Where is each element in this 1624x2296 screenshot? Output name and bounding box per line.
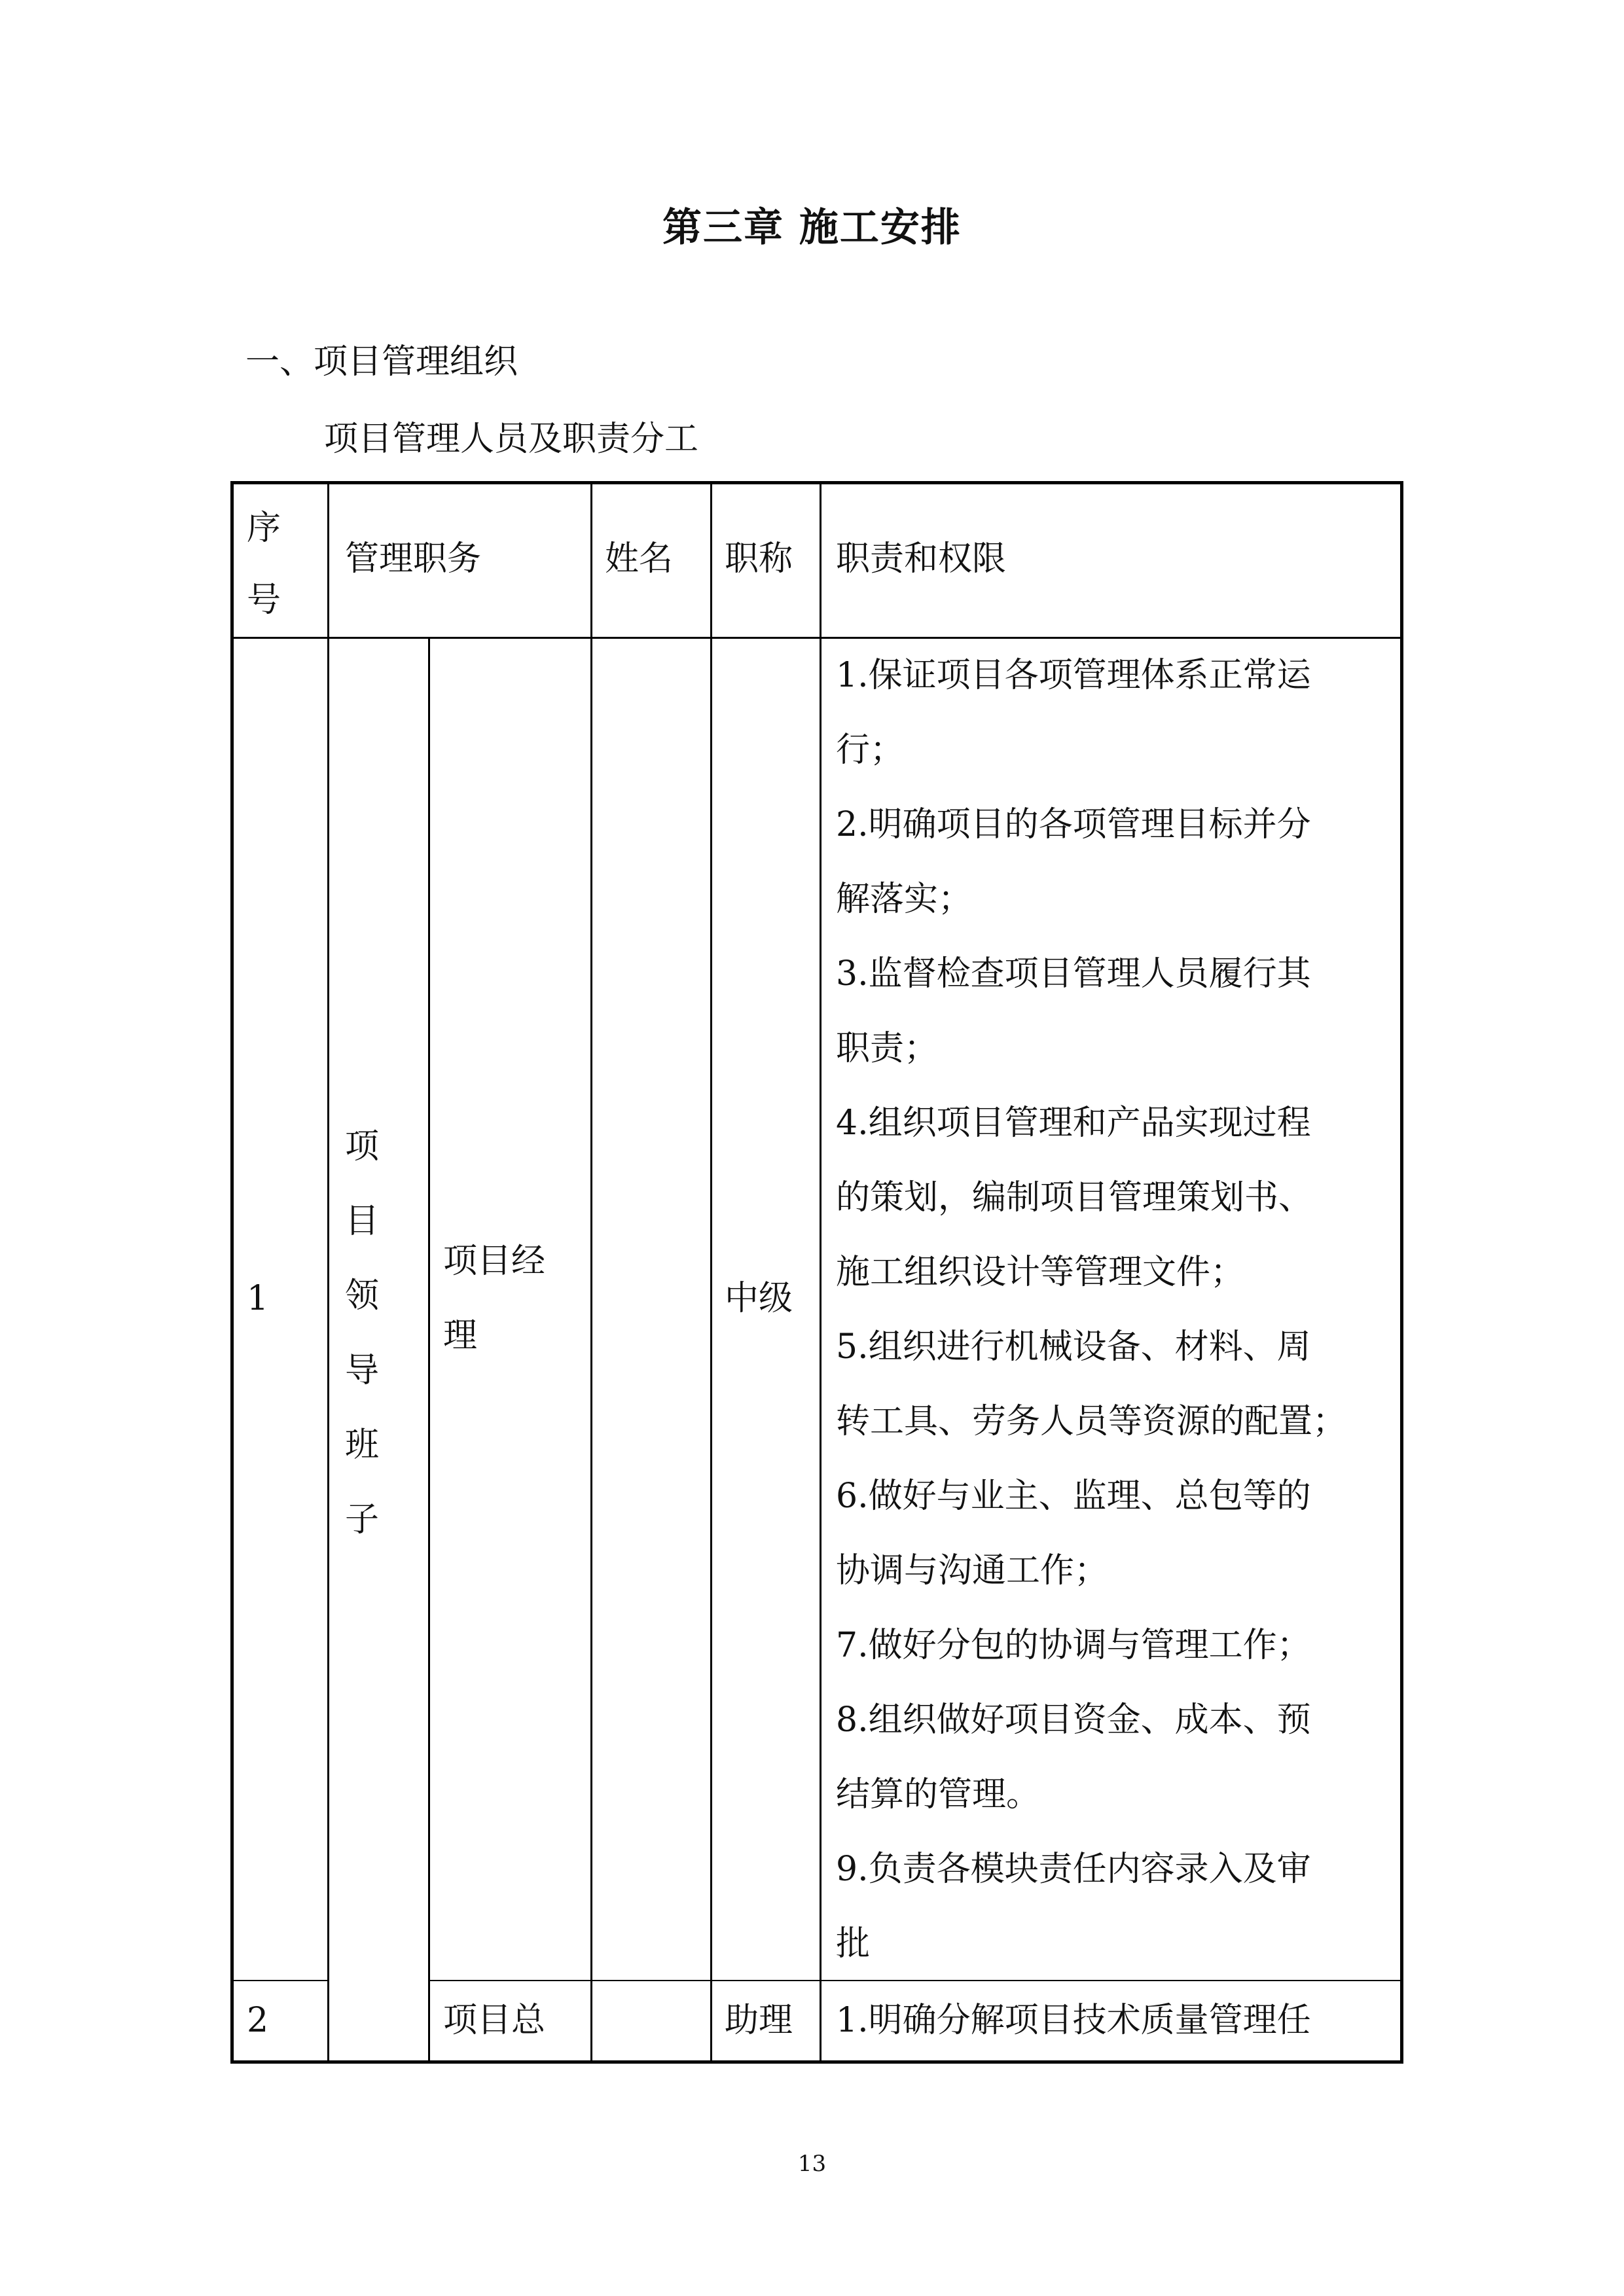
header-name: 姓名 [605, 539, 674, 579]
row1-title: 中级 [725, 1279, 793, 1318]
col-divider-name [590, 481, 592, 2064]
duty-line: 9.负责各模块责任内容录入及审 [836, 1850, 1311, 1889]
duty-line: 结算的管理。 [836, 1775, 1041, 1814]
header-seq-line1: 序 [247, 509, 281, 548]
row1-duties [836, 638, 1346, 1981]
page-title: 第三章 施工安排 [662, 205, 962, 251]
header-title: 职称 [725, 539, 793, 579]
table-border-bottom [230, 2060, 1403, 2064]
duty-line: 行； [836, 730, 905, 770]
row2-title: 助理 [725, 2001, 793, 2040]
row1-position-line1: 项目经 [443, 1242, 546, 1281]
header-position: 管理职务 [345, 539, 482, 579]
duty-line: 批 [836, 1924, 871, 1964]
row2-seq: 2 [247, 2001, 269, 2040]
duty-line: 解落实； [836, 880, 973, 919]
duty-line: 3.监督检查项目管理人员履行其 [836, 954, 1311, 994]
duty-line: 4.组织项目管理和产品实现过程 [836, 1103, 1311, 1143]
table-border-top [230, 481, 1403, 484]
row2-duty-line: 1.明确分解项目技术质量管理任 [836, 2001, 1311, 2040]
duty-line: 1.保证项目各项管理体系正常运 [836, 656, 1311, 695]
group-label [345, 1109, 384, 1557]
duty-line: 的策划，编制项目管理策划书、 [836, 1178, 1313, 1217]
table-border-left [230, 481, 234, 2064]
responsibility-table [230, 481, 1403, 2064]
section-heading: 一、项目管理组织 [245, 342, 518, 382]
row-divider-left [230, 1980, 329, 1981]
row1-position-line2: 理 [443, 1316, 478, 1355]
group-label-char: 目 [345, 1202, 380, 1241]
duty-line: 8.组织做好项目资金、成本、预 [836, 1700, 1311, 1740]
duty-line: 协调与沟通工作； [836, 1551, 1109, 1590]
group-label-char: 子 [345, 1500, 380, 1539]
duty-line: 6.做好与业主、监理、总包等的 [836, 1477, 1311, 1516]
row1-seq: 1 [247, 1279, 269, 1318]
col-divider-seq [327, 481, 329, 2064]
duty-line: 7.做好分包的协调与管理工作； [836, 1626, 1311, 1665]
col-divider-duties [820, 481, 821, 2064]
duty-line: 转工具、劳务人员等资源的配置； [836, 1402, 1347, 1441]
table-border-right [1400, 481, 1403, 2064]
header-seq-line2: 号 [247, 581, 281, 620]
group-label-char: 项 [345, 1127, 380, 1166]
group-label-char: 班 [345, 1426, 380, 1465]
row2-position-line1: 项目总 [443, 2001, 546, 2040]
group-label-char: 导 [345, 1351, 380, 1390]
col-divider-title [710, 481, 712, 2064]
duty-line: 施工组织设计等管理文件； [836, 1253, 1245, 1292]
duty-line: 5.组织进行机械设备、材料、周 [836, 1327, 1311, 1367]
table-caption: 项目管理人员及职责分工 [324, 420, 699, 459]
duty-line: 2.明确项目的各项管理目标并分 [836, 805, 1311, 844]
group-label-char: 领 [345, 1276, 380, 1316]
page-number: 13 [797, 2151, 827, 2177]
header-duties: 职责和权限 [836, 539, 1007, 579]
col-divider-group [428, 637, 430, 2064]
duty-line: 职责； [836, 1029, 939, 1068]
